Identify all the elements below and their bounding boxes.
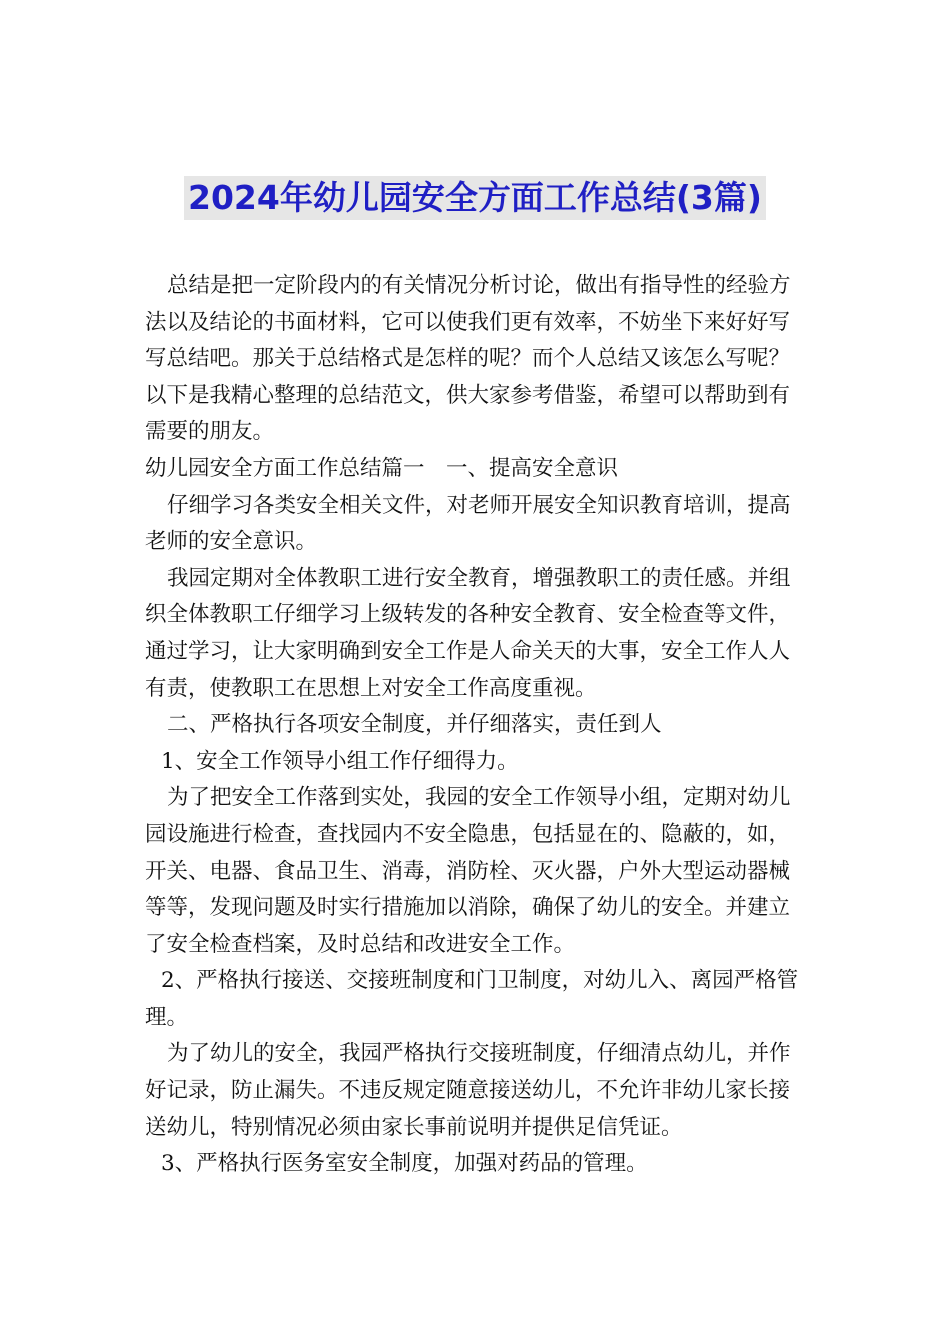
list-item: 3、严格执行医务室安全制度，加强对药品的管理。 [161,1151,648,1177]
paragraph: 为了幼儿的安全，我园严格执行交接班制度，仔细清点幼儿，并作好记录，防止漏失。不违反规定随意接送幼儿，不允许非幼儿家长接送幼儿，特别情况必须由家长事前说明并提供足信凭证。 [145,1041,791,1140]
paragraph: 我园定期对全体教职工进行安全教育，增强教职工的责任感。并组织全体教职工仔细学习上级转发的各种安全教育、安全检查等文件，通过学习，让大家明确到安全工作是人命关天的大事，安全工作人人有责，使教职工在思想上对安全工作高度重视。 [145,565,791,701]
section-heading: 幼儿园安全方面工作总结篇一 一、提高安全意识 [145,455,619,481]
paragraph: 为了把安全工作落到实处，我园的安全工作领导小组，定期对幼儿园设施进行检查，查找园内不安全隐患，包括显在的、隐蔽的，如，开关、电器、食品卫生、消毒，消防栓、灭火器，户外大型运动器械等等，发现问题及时实行措施加以消除，确保了幼儿的安全。并建立了安全检查档案，及时总结和改进安全工作。 [145,785,791,957]
list-item: 2、严格执行接送、交接班制度和门卫制度，对幼儿入、离园严格管理。 [145,968,799,1030]
section-heading: 二、严格执行各项安全制度，并仔细落实，责任到人 [167,712,662,738]
title-container [0,176,950,220]
paragraph: 仔细学习各类安全相关文件，对老师开展安全知识教育培训，提高老师的安全意识。 [145,492,791,555]
document-title: 2024年幼儿园安全方面工作总结(3篇) [184,176,766,220]
document-body [145,268,810,1183]
list-item: 1、安全工作领导小组工作仔细得力。 [161,748,519,774]
intro-paragraph: 总结是把一定阶段内的有关情况分析讨论，做出有指导性的经验方法以及结论的书面材料，它可以使我们更有效率，不妨坐下来好好写写总结吧。那关于总结格式是怎样的呢？而个人总结又该怎么写呢？以下是我精心整理的总结范文，供大家参考借鉴，希望可以帮助到有需要的朋友。 [145,273,791,445]
